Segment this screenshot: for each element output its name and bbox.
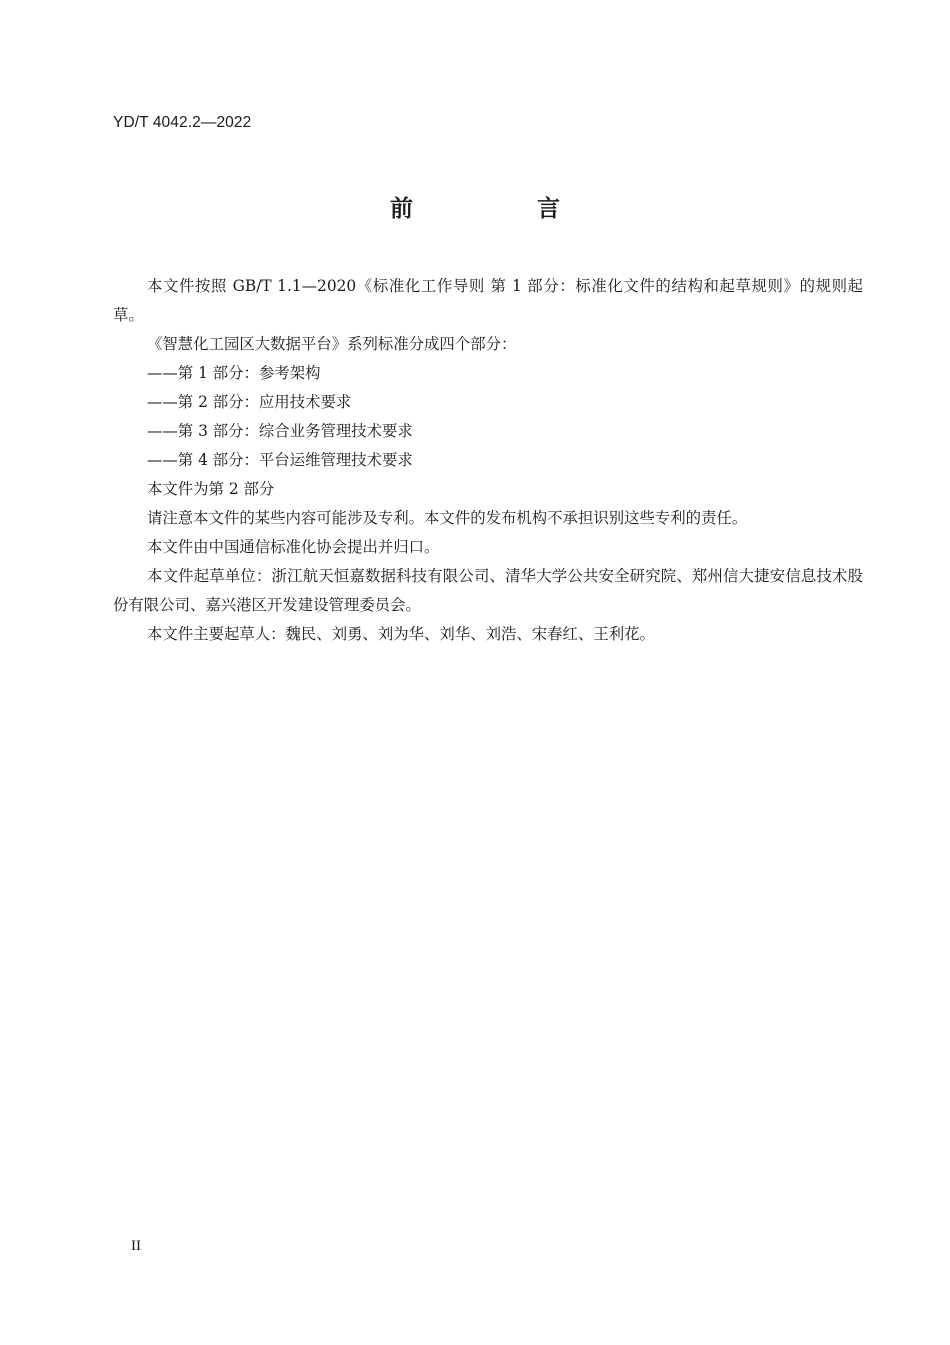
- paragraph-drafting-rules: 本文件按照 GB/T 1.1—2020《标准化工作导则 第 1 部分：标准化文件的结构和起草规则》的规则起草。: [113, 277, 863, 324]
- paragraph-proposer: 本文件由中国通信标准化协会提出并归口。: [147, 538, 440, 556]
- list-item-part-1: ——第 1 部分：参考架构: [147, 364, 321, 382]
- paragraph-drafting-units: 本文件起草单位：浙江航天恒嘉数据科技有限公司、清华大学公共安全研究院、郑州信大捷安信息技术股份有限公司、嘉兴港区开发建设管理委员会。: [113, 567, 863, 614]
- document-number: YD/T 4042.2—2022: [113, 114, 252, 131]
- paragraph-this-part: 本文件为第 2 部分: [147, 480, 275, 498]
- list-item-part-4: ——第 4 部分：平台运维管理技术要求: [147, 451, 413, 469]
- paragraph-patent-notice: 请注意本文件的某些内容可能涉及专利。本文件的发布机构不承担识别这些专利的责任。: [147, 509, 748, 527]
- list-item-part-2: ——第 2 部分：应用技术要求: [147, 393, 352, 411]
- foreword-body: [113, 272, 863, 649]
- page-title: 前 言: [389, 196, 618, 222]
- list-item-part-3: ——第 3 部分：综合业务管理技术要求: [147, 422, 413, 440]
- paragraph-series-intro: 《智慧化工园区大数据平台》系列标准分成四个部分：: [147, 335, 517, 353]
- paragraph-drafters: 本文件主要起草人：魏民、刘勇、刘为华、刘华、刘浩、宋春红、王利花。: [147, 625, 655, 643]
- page-number: II: [131, 1238, 141, 1254]
